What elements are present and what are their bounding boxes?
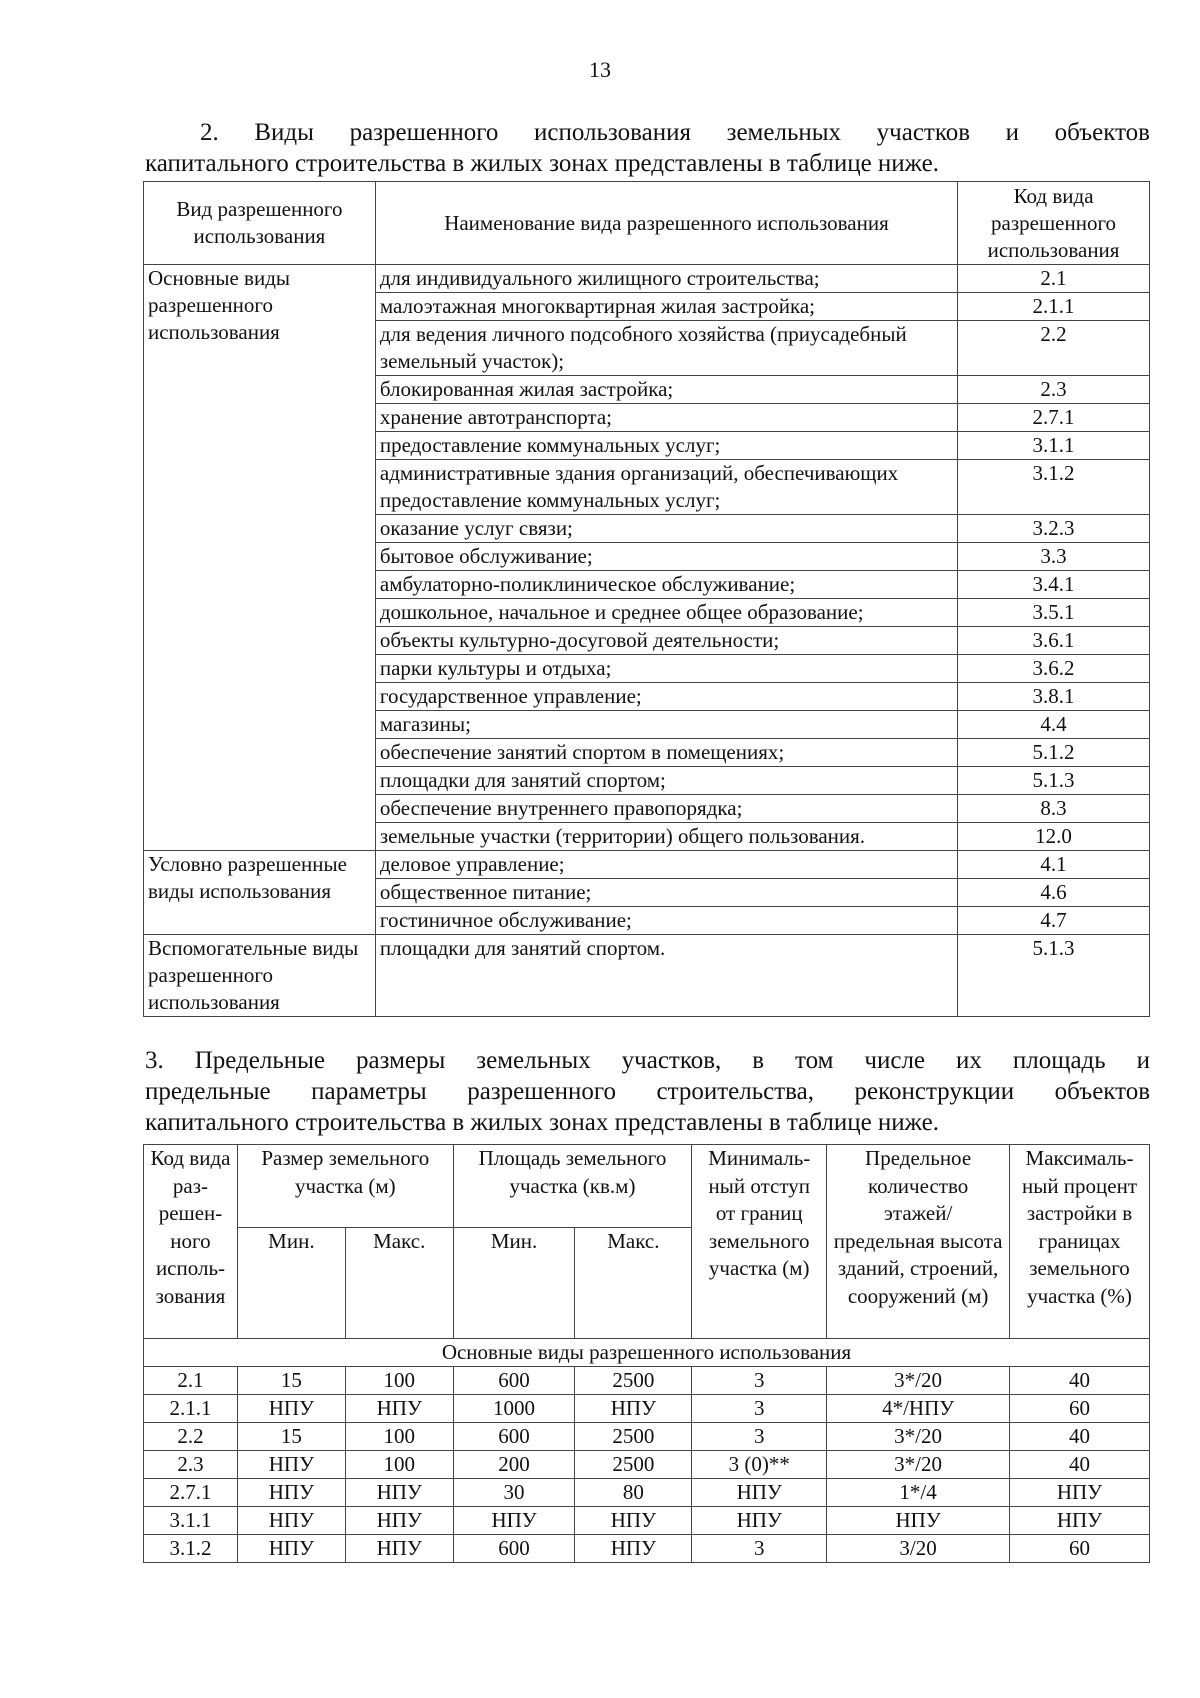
use-code-cell: 5.1.3 [958, 935, 1150, 1017]
paragraph-line: 3. Предельные размеры земельных участков, в том числе их площадь и [145, 1047, 1150, 1074]
use-code-cell: 4.4 [958, 711, 1150, 739]
header-coverage: Максималь-ный процент застройки в границах земельного участка (%) [1010, 1145, 1150, 1339]
table-cell: 40 [1010, 1423, 1150, 1451]
table-row [144, 1535, 1150, 1563]
use-name-cell: малоэтажная многоквартирная жилая застройка; [375, 293, 957, 321]
table-cell: 600 [453, 1423, 575, 1451]
table-cell: 15 [237, 1423, 345, 1451]
header-size-max: Макс. [345, 1228, 453, 1339]
section-row [144, 1339, 1150, 1367]
use-name-cell: дошкольное, начальное и среднее общее образование; [375, 599, 957, 627]
table-cell: 3 [692, 1395, 827, 1423]
table-cell: НПУ [345, 1507, 453, 1535]
use-code-cell: 5.1.2 [958, 739, 1150, 767]
paragraph-line: предельные параметры разрешенного строительства, реконструкции объектов [145, 1078, 1150, 1105]
table-cell: 100 [345, 1451, 453, 1479]
use-code-cell: 3.3 [958, 543, 1150, 571]
table-cell: НПУ [345, 1479, 453, 1507]
header-area-max: Макс. [575, 1228, 692, 1339]
use-code-cell: 2.7.1 [958, 404, 1150, 432]
table-row [144, 935, 1150, 1017]
table-cell: 15 [237, 1367, 345, 1395]
table-cell: НПУ [692, 1507, 827, 1535]
table-cell: 3 (0)** [692, 1451, 827, 1479]
section-title: Основные виды разрешенного использования [144, 1339, 1150, 1367]
header-setback: Минималь-ный отступ от границ земельного участка (м) [692, 1145, 827, 1339]
table-cell: 2500 [575, 1451, 692, 1479]
paragraph-line: капитального строительства в жилых зонах представлены в таблице ниже. [145, 1109, 939, 1136]
use-name-cell: блокированная жилая застройка; [375, 376, 957, 404]
table-cell: НПУ [1010, 1479, 1150, 1507]
section-2-intro [145, 117, 1150, 179]
use-name-cell: амбулаторно-поликлиническое обслуживание; [375, 571, 957, 599]
use-code-cell: 2.1.1 [958, 293, 1150, 321]
table-cell: НПУ [1010, 1507, 1150, 1535]
header-plot-size: Размер земельного участка (м) [237, 1145, 453, 1228]
table-cell: НПУ [575, 1507, 692, 1535]
table-row [144, 851, 1150, 879]
table-cell: 80 [575, 1479, 692, 1507]
table-cell: 1000 [453, 1395, 575, 1423]
table-cell: 60 [1010, 1395, 1150, 1423]
table-cell: 200 [453, 1451, 575, 1479]
paragraph-line: капитального строительства в жилых зонах представлены в таблице ниже. [145, 150, 939, 177]
use-name-cell: обеспечение занятий спортом в помещениях; [375, 739, 957, 767]
header-use-name: Наименование вида разрешенного использования [375, 182, 957, 265]
table-cell: 3/20 [827, 1535, 1010, 1563]
table-cell: 2500 [575, 1423, 692, 1451]
table-cell: 2.7.1 [144, 1479, 238, 1507]
table-cell: 3*/20 [827, 1367, 1010, 1395]
table-cell: 3.1.1 [144, 1507, 238, 1535]
table-cell: НПУ [575, 1535, 692, 1563]
use-name-cell: для индивидуального жилищного строительства; [375, 265, 957, 293]
table-cell: 2.1.1 [144, 1395, 238, 1423]
table-cell: 3*/20 [827, 1423, 1010, 1451]
use-group-label: Вспомогательные виды разрешенного использования [144, 935, 376, 1017]
table-cell: 40 [1010, 1367, 1150, 1395]
table-row [144, 1479, 1150, 1507]
section-3-intro [145, 1045, 1150, 1138]
parameters-table [143, 1144, 1150, 1563]
table-row [144, 1451, 1150, 1479]
table-cell: НПУ [237, 1395, 345, 1423]
table-cell: НПУ [453, 1507, 575, 1535]
use-name-cell: общественное питание; [375, 879, 957, 907]
use-name-cell: для ведения личного подсобного хозяйства (приусадебный земельный участок); [375, 321, 957, 376]
use-name-cell: площадки для занятий спортом. [375, 935, 957, 1017]
table-cell: 600 [453, 1535, 575, 1563]
table-row [144, 1423, 1150, 1451]
use-code-cell: 2.1 [958, 265, 1150, 293]
use-code-cell: 12.0 [958, 823, 1150, 851]
use-name-cell: магазины; [375, 711, 957, 739]
table-cell: НПУ [345, 1535, 453, 1563]
header-size-min: Мин. [237, 1228, 345, 1339]
use-code-cell: 8.3 [958, 795, 1150, 823]
header-use-code: Код вида разрешенного использования [958, 182, 1150, 265]
use-code-cell: 4.7 [958, 907, 1150, 935]
table-cell: 600 [453, 1367, 575, 1395]
table-row [144, 1395, 1150, 1423]
table-cell: НПУ [237, 1479, 345, 1507]
table-cell: 3 [692, 1535, 827, 1563]
table-cell: 2500 [575, 1367, 692, 1395]
use-name-cell: земельные участки (территории) общего пользования. [375, 823, 957, 851]
table-cell: 3 [692, 1367, 827, 1395]
table-cell: НПУ [237, 1507, 345, 1535]
use-code-cell: 3.2.3 [958, 515, 1150, 543]
use-name-cell: административные здания организаций, обеспечивающих предоставление коммунальных услуг; [375, 460, 957, 515]
table-cell: 100 [345, 1423, 453, 1451]
table-row [144, 1507, 1150, 1535]
table-cell: 4*/НПУ [827, 1395, 1010, 1423]
table-cell: 40 [1010, 1451, 1150, 1479]
table-row [144, 1367, 1150, 1395]
use-code-cell: 5.1.3 [958, 767, 1150, 795]
use-name-cell: парки культуры и отдыха; [375, 655, 957, 683]
header-code: Код вида раз-решен-ного исполь-зования [144, 1145, 238, 1339]
header-area-min: Мин. [453, 1228, 575, 1339]
use-name-cell: оказание услуг связи; [375, 515, 957, 543]
use-name-cell: деловое управление; [375, 851, 957, 879]
table-cell: НПУ [345, 1395, 453, 1423]
header-use-type: Вид разрешенного использования [144, 182, 376, 265]
use-code-cell: 4.1 [958, 851, 1150, 879]
use-code-cell: 4.6 [958, 879, 1150, 907]
permitted-uses-table [143, 181, 1150, 1017]
use-name-cell: площадки для занятий спортом; [375, 767, 957, 795]
use-name-cell: обеспечение внутреннего правопорядка; [375, 795, 957, 823]
permitted-uses-body [144, 265, 1150, 1017]
table-cell: 1*/4 [827, 1479, 1010, 1507]
header-floors-height: Предельное количество этажей/ предельная высота зданий, строений, сооружений (м) [827, 1145, 1010, 1339]
table-cell: 60 [1010, 1535, 1150, 1563]
header-plot-area: Площадь земельного участка (кв.м) [453, 1145, 692, 1228]
use-code-cell: 3.1.1 [958, 432, 1150, 460]
use-code-cell: 3.8.1 [958, 683, 1150, 711]
paragraph-line: 2. Виды разрешенного использования земельных участков и объектов [200, 119, 1150, 146]
use-code-cell: 3.1.2 [958, 460, 1150, 515]
table-cell: НПУ [237, 1535, 345, 1563]
table-cell: 2.2 [144, 1423, 238, 1451]
use-code-cell: 2.3 [958, 376, 1150, 404]
use-name-cell: бытовое обслуживание; [375, 543, 957, 571]
use-name-cell: государственное управление; [375, 683, 957, 711]
page-number: 13 [589, 57, 611, 82]
use-name-cell: гостиничное обслуживание; [375, 907, 957, 935]
use-name-cell: хранение автотранспорта; [375, 404, 957, 432]
use-group-label: Условно разрешенные виды использования [144, 851, 376, 935]
table-cell: 100 [345, 1367, 453, 1395]
parameters-body [144, 1339, 1150, 1563]
table-cell: 2.1 [144, 1367, 238, 1395]
table-cell: НПУ [827, 1507, 1010, 1535]
table-cell: 3 [692, 1423, 827, 1451]
use-code-cell: 2.2 [958, 321, 1150, 376]
use-code-cell: 3.6.1 [958, 627, 1150, 655]
table-cell: НПУ [575, 1395, 692, 1423]
table-header-row [144, 182, 1150, 265]
use-code-cell: 3.5.1 [958, 599, 1150, 627]
use-name-cell: предоставление коммунальных услуг; [375, 432, 957, 460]
table-header-row [144, 1145, 1150, 1228]
table-cell: 30 [453, 1479, 575, 1507]
table-cell: 3*/20 [827, 1451, 1010, 1479]
use-code-cell: 3.6.2 [958, 655, 1150, 683]
table-cell: НПУ [237, 1451, 345, 1479]
use-group-label: Основные виды разрешенного использования [144, 265, 376, 851]
table-row [144, 265, 1150, 293]
table-cell: 3.1.2 [144, 1535, 238, 1563]
table-cell: 2.3 [144, 1451, 238, 1479]
use-name-cell: объекты культурно-досуговой деятельности; [375, 627, 957, 655]
use-code-cell: 3.4.1 [958, 571, 1150, 599]
table-cell: НПУ [692, 1479, 827, 1507]
